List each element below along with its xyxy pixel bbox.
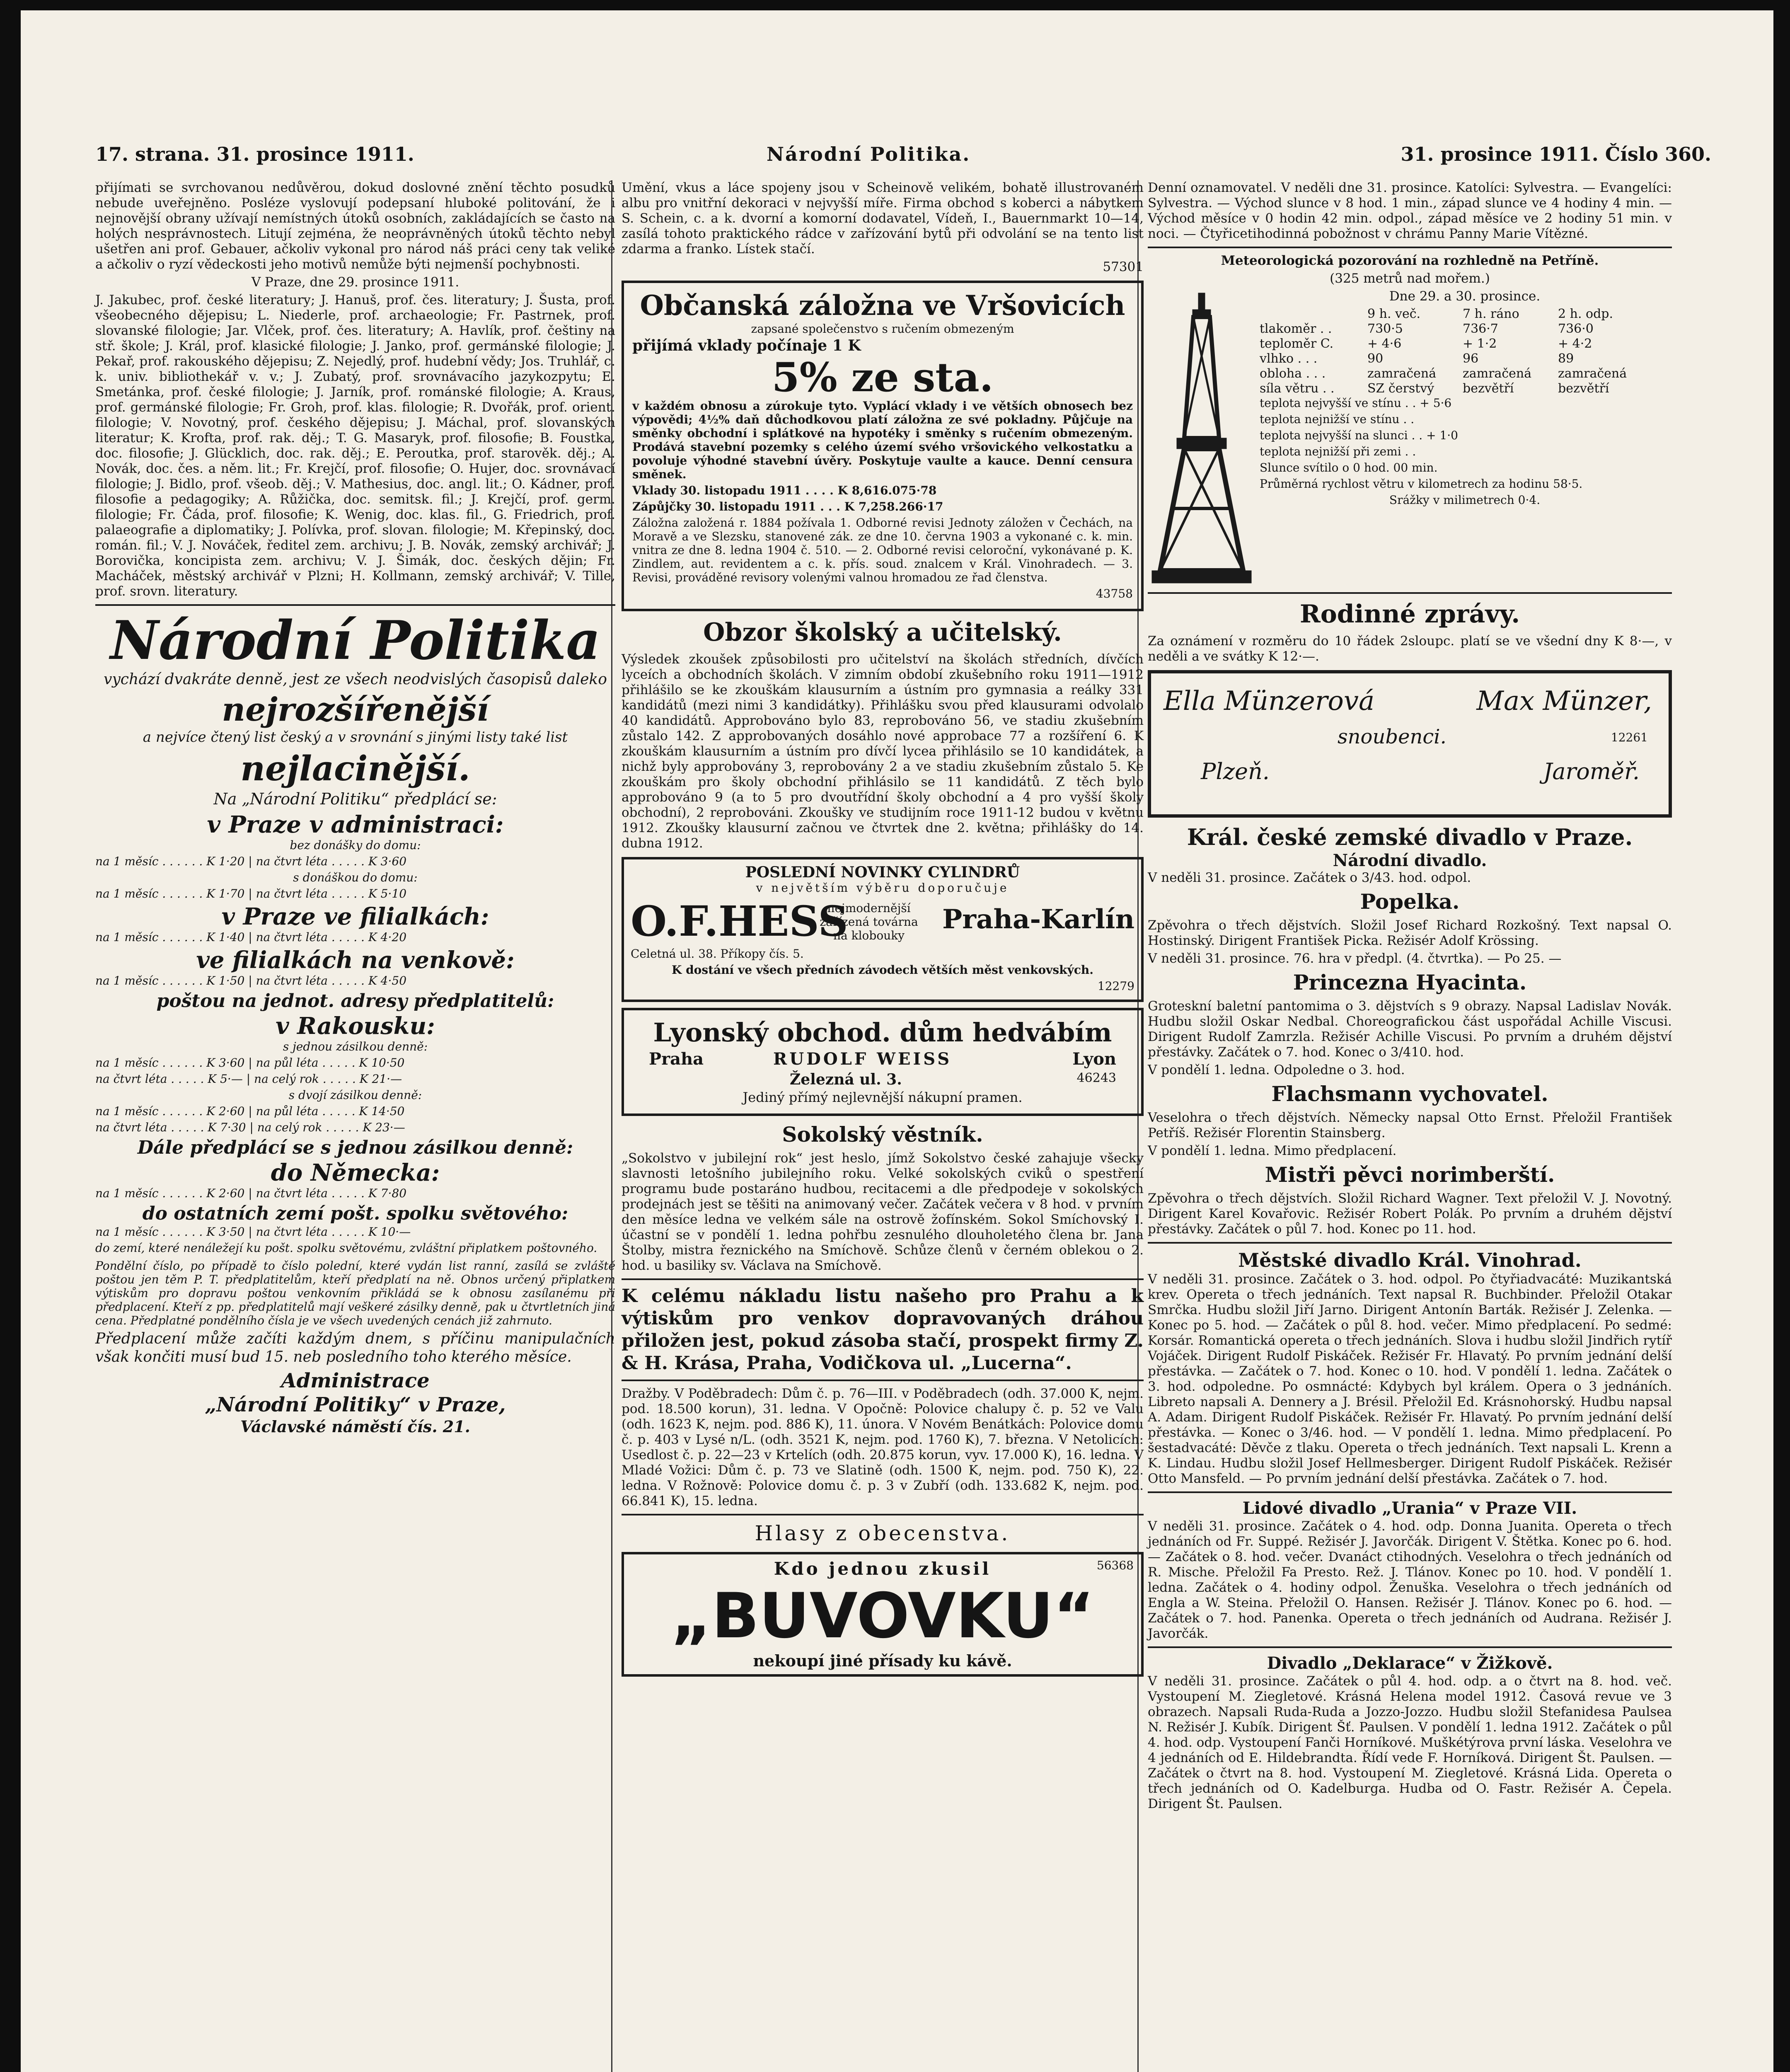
zalozna-vk1: Vklady 30. listopadu 1911 . . . . K 8,616.075·78 bbox=[632, 484, 937, 497]
meteo-row: teploměr C. + 4·6 + 1·2 + 4·2 bbox=[1260, 336, 1592, 351]
nd-2: V neděli 31. prosince. 76. hra v předpl. (4. čtvrtka). — Po 25. — bbox=[1148, 951, 1562, 966]
meteo-row: vlhko . . . 90 96 89 bbox=[1260, 351, 1574, 366]
eng-city-2: Jaroměř. bbox=[1543, 758, 1640, 784]
engagement-notice bbox=[1148, 670, 1672, 818]
schein-ad-number: 57301 bbox=[1103, 259, 1144, 274]
drazby-text: Dražby. V Poděbradech: Dům č. p. 76—III. v Poděbradech (odh. 37.000 K, nejm. pod. 18.500 korun), 31. ledna. V Opočně: Polovice chalupy č. p. 52 ve Valu (odh. 1623 K, nejm. pod. 886 K), 11. února. V Novém Benátkách: Polovice domu č. p. 403 v Lysé n/L. (odh. 3521 K, nejm. pod. 1760 K), 7. března. V Netolicích: Usedlost č. p. 22—23 v Krtelích (odh. 20.875 korun, vyv. 17.000 K), 16. ledna. V Mladé Vožici: Dům č. p. 73 ve Slatině (odh. 1500 K, nejm. pod. 750 K), 22. ledna. V Rožnově: Polovice domu č. p. 3 v Zubří (odh. 133.682 K, nejm. pod. 66.841 K), 15. ledna. bbox=[622, 1386, 1144, 1508]
mestske-text: V neděli 31. prosince. Začátek o 3. hod. odpol. Po čtyřiadvacáté: Muzikantská krev. Opereta o třech jednáních. Text napsal R. Buchbinder. Přeložil Otakar Smrčka. Hudbu složil Jiří Jarno. Dirigent Antonín Barták. Režisér J. Zelenka. — Konec po 5. hod. — Začátek o půl 8. hod. večer. Mimo předplacení. Po sedmé: Korsár. Romantická opereta o třech jednáních. Slova i hudbu složil Jindřich rytíř Vojáček. Dirigent Rudolf Piskáček. Režisér Fr. Hlavatý. Po prvním jednání delší přestávka. — Začátek o 7. hod. Konec o 10. hod. V pondělí 1. ledna. Začátek o 3. hod. odpoledne. Po osmnácté: Kdybych byl králem. Opera o 3 jednáních. Libreto napsali A. Dennery a J. Brésil. Přeložil Ed. Krásnohorský. Hudbu napsal A. Adam. Dirigent Rudolf Piskáček. Režisér Fr. Hlavatý. Po prvním jednání delší přestávka. — Konec o 3/46. hod. — V pondělí 1. ledna. Mimo předplacení. Po šestadvacáté: Děvče z tlaku. Opereta o třech jednáních. Text napsali L. Krenn a K. Lindau. Hudbu složil Josef Hellmesberger. Dirigent Rudolf Piskáček. Režisér Otto Mansfeld. — Po prvním jednání delší přestávka. Začátek o 7. hod. bbox=[1148, 1272, 1672, 1486]
mistri-text: Zpěvohra o třech dějstvích. Složil Richard Wagner. Text přeložil V. J. Novotný. Dirigent Karel Kovařovic. Režisér Robert Polák. Po prvním a druhém dějství přestávky. Začátek o půl 7. hod. Konec po 11. hod. bbox=[1148, 1191, 1672, 1237]
obzor-text: Výsledek zkoušek způsobilosti pro učitelství na školách středních, dívčích lyceích a obchodních školách. V zimním období zkušebního roku 1911—1912 přihlášilo se ke zkouškám klausurním a ústním pro gymnasia a reálky 331 kandidátů (mezi nimi 3 kandidátky). Přihlášku svou před klausurami odvolalo 40 kandidátů. Approbováno bylo 83, reprobováno 56, ve stadiu zkušebním zůstalo 142. Z approbovaných dosáhlo nové approbace 77 a rozšíření 6. K zkouškám klausurním a ústním pro dívčí lycea přihlásilo se 10 kandidátek, a nichž byly approbovány 3, reprobovány 2 a ve stadiu zkušebním zůstalo 5. Ke zkouškám pro školy obchodní přihlásilo se 11 kandidátů. Z těch bylo approbováno 9 (a to 5 pro dvoutřídní školy obchodní a 4 pro vyšší školy obchodní), 2 reprobováni. Zkoušky ve studijním roce 1911-12 budou v květnu 1912. Zkoušky klausurní začnou ve čtvrtek dne 2. května; přihlášky do 14. dubna 1912. bbox=[622, 652, 1144, 851]
np-h-post: poštou na jednot. adresy předplatitelů: bbox=[156, 990, 554, 1012]
zalozna-prij: přijímá vklady počínaje 1 K bbox=[632, 337, 861, 354]
popelka-text: Zpěvohra o třech dějstvích. Složil Josef Richard Rozkošný. Text napsal O. Hostinský. Dirigent František Picka. Režisér Adolf Krössing. bbox=[1148, 918, 1672, 948]
page-header bbox=[95, 143, 1711, 172]
hess-number: 12279 bbox=[1097, 979, 1134, 993]
lyon-sub: Jediný přímý nejlevnější nákupní pramen. bbox=[743, 1089, 1023, 1105]
meteo-col: 2 h. odp. bbox=[1558, 307, 1613, 321]
meteo-row: tlakoměr . . 730·5 736·7 736·0 bbox=[1260, 322, 1594, 336]
hess-sub: v největším výběru doporučuje bbox=[756, 881, 1009, 895]
np-row: na 1 měsíc . . . . . . K 2·60 | na půl léta . . . . . K 14·50 bbox=[95, 1104, 405, 1118]
hess-dost: K dostání ve všech předních závodech větších měst venkovských. bbox=[672, 963, 1093, 977]
header-right: 31. prosince 1911. Číslo 360. bbox=[1401, 143, 1711, 165]
np-h-ost: do ostatních zemí pošt. spolku světového: bbox=[142, 1203, 568, 1224]
np-row: na 1 měsíc . . . . . . K 3·60 | na půl léta . . . . . K 10·50 bbox=[95, 1056, 405, 1070]
meteo-col: 7 h. ráno bbox=[1463, 307, 1519, 321]
lyon-lyon: Lyon bbox=[1072, 1049, 1116, 1069]
signatures: J. Jakubec, prof. české literatury; J. Hanuš, prof. čes. literatury; J. Šusta, prof. všeobecného dějepisu; L. Niederle, prof. archaeologie; Fr. Pastrnek, prof. slovanské filologie; Jar. Vlček, prof. čes. literatury; A. Havlík, prof. češtiny na stř. škole; J. Král, prof. klasické filologie; J. Janko, prof. germánské filologie; J. Pekař, prof. rakouského dějepisu; Z. Nejedlý, prof. hudební vědy; Jos. Truhlář, c. k. univ. bibliothekář v. v.; J. Zubatý, prof. srovnávacího jazykozpytu; E. Smetánka, prof. české filologie; J. Jarník, prof. románské filologie; A. Kraus, prof. germánské filologie; Fr. Groh, prof. klas. filologie; R. Dvořák, prof. orient. filologie; V. Novotný, prof. českého dějepisu; J. Máchal, prof. slovanských literatur; K. Krofta, prof. rak. děj.; T. G. Masaryk, prof. filosofie; B. Foustka, doc. filosofie; J. Glücklich, doc. rak. děj.; E. Peroutka, prof. starověk. děj.; A. Novák, doc. čes. a něm. lit.; Fr. Krejčí, prof. filosofie; O. Hujer, doc. srovnávací filologie; J. Bidlo, prof. všeob. děj.; V. Mathesius, doc. angl. lit.; O. Kádner, prof. filosofie a pedagogiky; A. Růžička, doc. semitsk. fil.; J. Krejčí, prof. germ. filologie; Fr. Čáda, prof. filosofie; K. Wenig, doc. klas. fil., G. Friedrich, prof. palaeografie a diplomatiky; J. Polívka, prof. slovan. filologie; M. Křepinský, doc. román. fil.; V. J. Nováček, ředitel zem. archivu; J. B. Novák, zemský archivář; J. Borovička, koncipista zem. archivu; V. J. Šimák, doc. českých dějin; Fr. Macháček, městský archivář v Plzni; H. Kollmann, zemský archivář; V. Tille, prof. srovn. literatury. bbox=[95, 293, 615, 599]
meteo-t4: teplota nejnižší při zemi . . bbox=[1260, 445, 1416, 458]
hess-ad bbox=[622, 857, 1144, 1002]
np-row: na 1 měsíc . . . . . . K 1·20 | na čtvrt léta . . . . . K 3·60 bbox=[95, 854, 407, 868]
np-row: na 1 měsíc . . . . . . K 2·60 | na čtvrt léta . . . . . K 7·80 bbox=[95, 1186, 407, 1200]
lyon-title: Lyonský obchod. dům hedvábím bbox=[653, 1017, 1112, 1048]
article-date: V Praze, dne 29. prosince 1911. bbox=[251, 275, 460, 290]
meteo-t3: teplota nejvyšší na slunci . . + 1·0 bbox=[1260, 428, 1458, 442]
rodinne-heading: Rodinné zprávy. bbox=[1299, 600, 1520, 629]
np-subs: Na „Národní Politiku“ předplácí se: bbox=[213, 790, 497, 808]
buvovka-number: 56368 bbox=[1096, 1559, 1134, 1572]
np-adm2: „Národní Politiky“ v Praze, bbox=[205, 1393, 506, 1416]
krasa-notice: K celému nákladu listu našeho pro Prahu a k výtiskům pro venkov dopravovaných dráhou přiložen jest, pokud zásoba stačí, prospekt firmy Z. & H. Krása, Praha, Vodičkova ul. „Lucerna“. bbox=[622, 1285, 1144, 1374]
hess-addr: Celetná ul. 38. Příkopy čís. 5. bbox=[631, 947, 804, 961]
hess-mid: nejmodernější zařízená továrna na klobouky bbox=[820, 901, 918, 942]
buvovka-ad bbox=[622, 1552, 1144, 1677]
nd-1: V neděli 31. prosince. Začátek o 3/43. hod. odpol. bbox=[1148, 870, 1471, 885]
meteo-date: Dne 29. a 30. prosince. bbox=[1389, 289, 1541, 304]
sokol-text: „Sokolstvo v jubilejní rok“ jest heslo, jímž Sokolstvo české zahajuje všecky slavnosti letošního jubilejního roku. Velké sokolských cviků o spestření programu bude postaráno hudbou, recitacemi a dle předpodeje v sokolských prodejnách jest se těšiti na animovaný večer. Začátek večera v 8 hod. v prvním den měsíce ledna ve velkém sále na ostrově žofínském. Sokol Smíchovský I. účastní se v pondělí 1. ledna pohřbu zesnulého dlouholetého člena br. Jana Štolby, mistra řeznického na Smíchově. Schůze členů v černém oblekou o 2. hod. u basiliky sv. Václava na Smíchově. bbox=[622, 1151, 1144, 1273]
np-l-bez: bez donášky do domu: bbox=[290, 838, 421, 852]
lyon-number: 46243 bbox=[1076, 1071, 1116, 1085]
meteo-row: obloha . . . zamračená zamračená zamračená bbox=[1260, 366, 1627, 381]
lyon-addr: Železná ul. 3. bbox=[790, 1071, 902, 1088]
np-adm3: Václavské náměstí čís. 21. bbox=[240, 1417, 470, 1436]
np-row: na 1 měsíc . . . . . . K 1·50 | na čtvrt léta . . . . . K 4·50 bbox=[95, 974, 407, 988]
buvovka-bot: nekoupí jiné přísady ku kávě. bbox=[753, 1651, 1012, 1670]
np-row: na 1 měsíc . . . . . . K 3·50 | na čtvrt léta . . . . . K 10·— bbox=[95, 1225, 411, 1239]
article-intro: přijímati se svrchovanou nedůvěrou, dokud doslovné znění těchto posudků nebude uveřejněno. Posléze vyslovují podepsaní hluboké politování, že i nejnovější obrany užívají nemístných útoků osobních, zakládajících se často na holých nesprávnostech. Litují zejména, že neoprávněných útoků těchto nebyl ušetřen ani prof. Gebauer, ačkoliv vykonal pro národ náš práci ceny tak veliké a ačkoliv o ryzí vědeckosti jeho motivů nemůže býti nejmenší pochybnosti. bbox=[95, 180, 615, 272]
meteo-sun: Slunce svítilo o 0 hod. 00 min. bbox=[1260, 461, 1438, 474]
hlasy-heading: Hlasy z obecenstva. bbox=[755, 1521, 1011, 1545]
column-3 bbox=[1148, 180, 1672, 1814]
np-pred: Předplacení může začíti každým dnem, s příčinu manipulačních však končiti musí bud 15. neb posledního toho kterého měsíce. bbox=[95, 1330, 615, 1365]
meteo-row: síla větru . . SZ čerstvý bezvětří bezvětří bbox=[1260, 381, 1609, 396]
lyon-name: RUDOLF WEISS bbox=[773, 1049, 952, 1069]
divider bbox=[95, 604, 615, 606]
nd-4: V pondělí 1. ledna. Mimo předplacení. bbox=[1148, 1143, 1397, 1158]
nd-heading: Národní divadlo. bbox=[1333, 851, 1487, 870]
zalozna-text: v každém obnosu a zúrokuje tyto. Vyplácí vklady i ve větších obnosech bez výpovědi; 4½% daň důchodkovou platí záložna ze své pokladny. Půjčuje na směnky obchodní i splátkové na hypotéky i směnky s ručením obmezeným. Prodává stavební pozemky s celého území svého vršovického velkostatku a povoluje výhodné stavební úvěry. Poskytuje vaulte a kauce. Denní censura směnek. bbox=[632, 399, 1133, 481]
eng-number: 12261 bbox=[1611, 731, 1648, 744]
np-h-praha: v Praze v administraci: bbox=[207, 811, 504, 838]
zalozna-text2: Záložna založená r. 1884 požívala 1. Odborné revisi Jednoty záložen v Čechách, na Moravě a ve Slezsku, stanovené zák. ze dne 10. června 1903 a vykonané c. k. min. vnitra ze dne 8. ledna 1904 č. 510. — 2. Odborné revisi celoroční, vykonávané p. K. Zindlem, aut. revidentem a c. k. přís. soud. znalcem v Král. Vinohradech. — 3. Revisi, prováděné revisory volenými valnou hromadou ze řad členstva. bbox=[632, 516, 1133, 584]
lyon-praha: Praha bbox=[649, 1049, 704, 1069]
meteo-col-headers bbox=[1260, 307, 1670, 322]
column-1 bbox=[95, 180, 615, 1437]
lidove-heading: Lidové divadlo „Urania“ v Praze VII. bbox=[1242, 1498, 1577, 1518]
np-row: na 1 měsíc . . . . . . K 1·70 | na čtvrt léta . . . . . K 5·10 bbox=[95, 887, 407, 900]
np-l-s: s donáškou do domu: bbox=[293, 871, 418, 884]
meteo-t2: teplota nejnižší ve stínu . . bbox=[1260, 412, 1415, 426]
np-row: do zemí, které nenáležejí ku pošt. spolku světovému, zvláštní připlatkem poštovného. bbox=[95, 1241, 597, 1255]
np-row: na čtvrt léta . . . . . K 7·30 | na celý rok . . . . . K 23·— bbox=[95, 1121, 405, 1134]
divadlo-heading: Král. české zemské divadlo v Praze. bbox=[1187, 824, 1633, 850]
deklarace-heading: Divadlo „Deklarace“ v Žižkově. bbox=[1267, 1653, 1553, 1673]
newspaper-page bbox=[21, 10, 1773, 2072]
denni-oznamovatel: Denní oznamovatel. V neděli dne 31. prosince. Katolíci: Sylvestra. — Evangelíci: Sylvestra. — Východ slunce v 8 hod. 1 min., západ slunce ve 4 hodiny 4 min. — Východ měsíce v 0 hodin 42 min. odpol., západ měsíce ve 2 hodiny 51 min. v noci. — Čtyřicetihodinná pobožnost v chrámu Panny Marie Vítězné. bbox=[1148, 180, 1672, 241]
nd-3: V pondělí 1. ledna. Odpoledne o 3. hod. bbox=[1148, 1063, 1405, 1077]
np-l-jed: s jednou zásilkou denně: bbox=[283, 1040, 428, 1053]
masthead: Národní Politika. bbox=[767, 143, 971, 165]
popelka-heading: Popelka. bbox=[1360, 889, 1460, 914]
flachsmann-text: Veselohra o třech dějstvích. Německy napsal Otto Ernst. Přeložil František Petříš. Režisér Florentin Stainsberg. bbox=[1148, 1110, 1672, 1140]
header-left: 17. strana. 31. prosince 1911. bbox=[95, 143, 414, 165]
sokol-heading: Sokolský věstník. bbox=[782, 1122, 983, 1147]
hess-top: POSLEDNÍ NOVINKY CYLINDRŮ bbox=[745, 864, 1020, 881]
meteo-rain: Srážky v milimetrech 0·4. bbox=[1389, 493, 1541, 507]
meteo-wind: Průměrná rychlost větru v kilometrech za hodinu 58·5. bbox=[1260, 477, 1583, 491]
schein-ad: Umění, vkus a láce spojeny jsou v Scheinově velikém, bohatě illustrovaném albu pro vnitřní dekoraci v nejvyšší míře. Firma obchod s koberci a nábytkem S. Schein, c. a k. dvorní a komorní dodavatel, Vídeň, I., Bauernmarkt 10—14, zasílá tohoto praktického rádce v zařízování bytů při odvolání se na tento list zdarma a franko. Lístek stačí. bbox=[622, 180, 1144, 257]
hess-city: Praha-Karlín bbox=[942, 904, 1134, 935]
eng-left: Ella Münzerová bbox=[1164, 686, 1375, 716]
deklarace-text: V neděli 31. prosince. Začátek o půl 4. hod. odp. a o čtvrt na 8. hod. več. Vystoupení M. Ziegletové. Krásná Helena model 1912. Časová revue ve 3 obrazech. Napsali Ruda-Ruda a Jozzo-Jozzo. Hudbu složil Stefanidesa Paulsea N. Režisér J. Kubík. Dirigent Šť. Paulsen. V pondělí 1. ledna 1912. Začátek o půl 4. hod. odp. Vystoupení Fanči Horníkové. Muškétýrova první láska. Veselohra ve 4 jednáních od E. Hildebrandta. Řídí vede F. Horníková. Dirigent Št. Paulsen. — Začátek o čtvrt na 8. hod. Vystoupení M. Ziegletové. Krásná Lida. Opereta o třech jednáních od O. Kadelburga. Hudba od O. Fastr. Režisér A. Čepela. Dirigent Št. Paulsen. bbox=[1148, 1674, 1672, 1811]
np-h-fil: v Praze ve filialkách: bbox=[221, 903, 489, 930]
np-h-nem: do Německa: bbox=[271, 1159, 440, 1186]
hess-name: O.F.HESS bbox=[631, 897, 848, 946]
np-l-dv: s dvojí zásilkou denně: bbox=[288, 1088, 422, 1102]
lidove-text: V neděli 31. prosince. Začátek o 4. hod. odp. Donna Juanita. Opereta o třech jednáních od Fr. Suppé. Režisér J. Javorčák. Dirigent V. Štětka. Konec po 6. hod. — Začátek o 8. hod. večer. Dvanáct ctihodných. Veselohra o třech jednáních od R. Mische. Přeložil Fa Presto. Rež. J. Tlánov. Konec po 10. hod. V pondělí 1. ledna. Začátek o 4. hodiny odpol. Ženuška. Veselohra o třech jednáních od Engla a W. Steina. Přeložil O. Hansen. Režisér J. Tlánov. Konec po 6. hod. — Začátek o 7. hod. Panenka. Opereta o třech jednáních od Audrana. Režisér J. Javorčák. bbox=[1148, 1519, 1672, 1641]
hyacinta-text: Groteskní baletní pantomima o 3. dějstvích s 9 obrazy. Napsal Ladislav Novák. Hudbu složil Oskar Nedbal. Choreografickou část uspořádal Achille Viscusi. Dirigent Rudolf Zamrzla. Režisér Achille Viscusi. Po prvním a druhém dějství přestávky. Začátek o 7. hod. Konec o 3/410. hod. bbox=[1148, 999, 1672, 1060]
np-pond: Pondělní číslo, po případě to číslo polední, které vydán list ranní, zasílá se zvláště poštou jen těm P. T. předplatitelům, kteří předplatí na ně. Obnos určený připlatkem výtiskům pro dopravu poštou venkovním přikládá se k obnosu zasílanému při předplacení. Kteří z pp. předplatitelů mají veškeré zásilky denně, pak u čtvrtletních jiná cena. Předplatné pondělního čísla je ve všech uvedených cenách již zahrnuto. bbox=[95, 1259, 615, 1327]
eng-city-1: Plzeň. bbox=[1201, 758, 1270, 784]
zalozna-vk2: Zápůjčky 30. listopadu 1911 . . . K 7,258.266·17 bbox=[632, 500, 943, 513]
hyacinta-heading: Princezna Hyacinta. bbox=[1293, 970, 1527, 995]
np-subscription-ad bbox=[95, 611, 615, 1437]
zalozna-pct: 5% ze sta. bbox=[772, 354, 994, 401]
np-row: na 1 měsíc . . . . . . K 1·40 | na čtvrt léta . . . . . K 4·20 bbox=[95, 930, 407, 944]
flachsmann-heading: Flachsmann vychovatel. bbox=[1271, 1082, 1548, 1106]
zalozna-number: 43758 bbox=[1096, 587, 1133, 600]
np-h-ven: ve filialkách na venkově: bbox=[196, 946, 515, 974]
column-2 bbox=[622, 180, 1144, 1682]
meteo-alt: (325 metrů nad mořem.) bbox=[1330, 271, 1490, 286]
np-title: Národní Politika bbox=[110, 610, 601, 672]
np-text: a nejvíce čtený list český a v srovnání s jinými listy také list bbox=[143, 729, 568, 746]
buvovka-top: Kdo jednou zkusil bbox=[774, 1559, 992, 1579]
obzor-heading: Obzor školský a učitelský. bbox=[703, 618, 1062, 647]
meteo-col: 9 h. več. bbox=[1367, 307, 1421, 321]
mestske-heading: Městské divadlo Král. Vinohrad. bbox=[1238, 1249, 1582, 1271]
zalozna-title: Občanská záložna ve Vršovicích bbox=[640, 289, 1125, 322]
np-cheapest: nejlacinější. bbox=[240, 749, 470, 789]
np-row: na čtvrt léta . . . . . K 5·— | na celý rok . . . . . K 21·— bbox=[95, 1072, 402, 1086]
buvovka-big: „BUVOVKU“ bbox=[671, 1580, 1094, 1652]
lyon-ad bbox=[622, 1008, 1144, 1116]
np-adm1: Administrace bbox=[281, 1369, 430, 1392]
np-widest: nejrozšířenější bbox=[222, 691, 489, 729]
np-sub: vychází dvakráte denně, jest ze všech neodvislých časopisů daleko bbox=[104, 671, 607, 688]
meteo-block bbox=[1148, 289, 1672, 587]
rodinne-text: Za oznámení v rozměru do 10 řádek 2sloupc. platí se ve všední dny K 8·—, v neděli a ve svátky K 12·—. bbox=[1148, 634, 1672, 664]
meteo-title: Meteorologická pozorování na rozhledně na Petříně. bbox=[1221, 253, 1599, 268]
eng-right: Max Münzer, bbox=[1476, 686, 1652, 716]
eng-mid: snoubenci. bbox=[1338, 725, 1447, 748]
np-h-rak: v Rakousku: bbox=[276, 1012, 435, 1040]
np-h-dale: Dále předplácí se s jednou zásilkou denně: bbox=[137, 1137, 573, 1158]
zalozna-sub: zapsané společenstvo s ručením obmezeným bbox=[751, 322, 1014, 336]
meteo-t1: teplota nejvyšší ve stínu . . + 5·6 bbox=[1260, 396, 1452, 410]
zalozna-ad bbox=[622, 281, 1144, 611]
mistri-heading: Mistři pěvci norimberští. bbox=[1265, 1162, 1555, 1187]
petrin-tower-icon bbox=[1148, 289, 1255, 587]
